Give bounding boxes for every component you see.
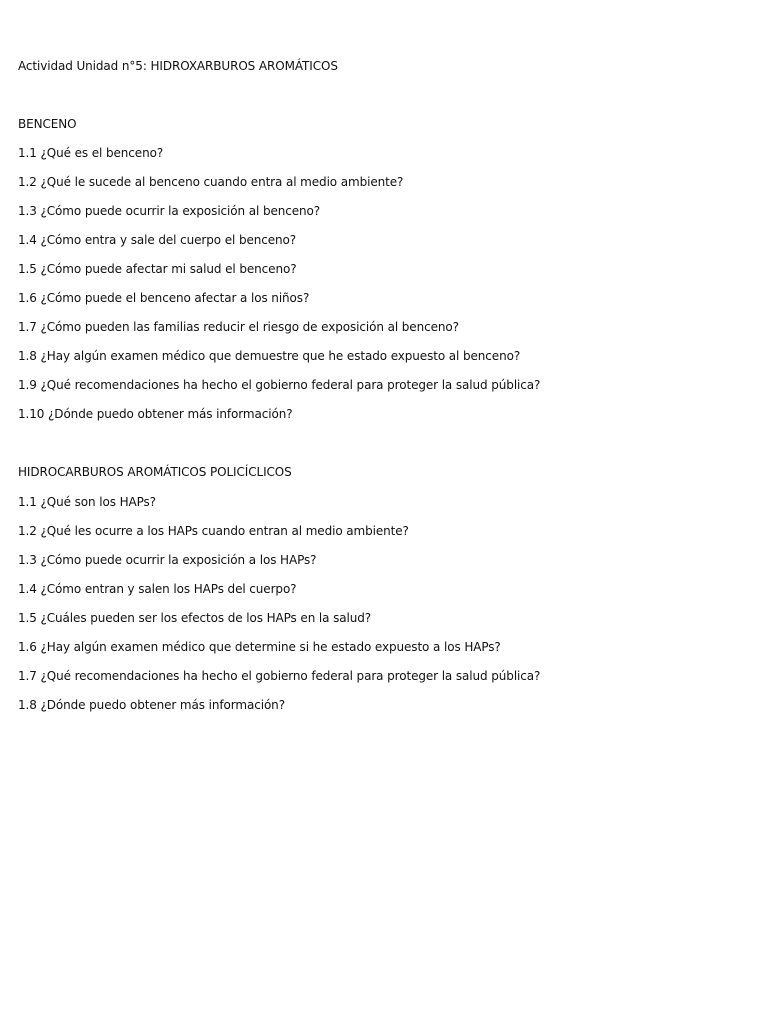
question-line: 1.7 ¿Qué recomendaciones ha hecho el gobierno federal para proteger la salud pública? xyxy=(18,669,541,683)
question-line: 1.6 ¿Hay algún examen médico que determine si he estado expuesto a los HAPs? xyxy=(18,640,501,654)
question-line: 1.5 ¿Cómo puede afectar mi salud el benceno? xyxy=(18,262,297,276)
document-title: Actividad Unidad n°5: HIDROXARBUROS AROMÁTICOS xyxy=(18,59,338,73)
section-heading-hap: HIDROCARBUROS AROMÁTICOS POLICÍCLICOS xyxy=(18,465,292,479)
question-line: 1.3 ¿Cómo puede ocurrir la exposición a los HAPs? xyxy=(18,553,317,567)
question-line: 1.4 ¿Cómo entra y sale del cuerpo el benceno? xyxy=(18,233,297,247)
question-line: 1.2 ¿Qué le sucede al benceno cuando entra al medio ambiente? xyxy=(18,175,404,189)
question-line: 1.2 ¿Qué les ocurre a los HAPs cuando entran al medio ambiente? xyxy=(18,524,409,538)
question-line: 1.6 ¿Cómo puede el benceno afectar a los niños? xyxy=(18,291,310,305)
question-line: 1.1 ¿Qué son los HAPs? xyxy=(18,495,156,509)
question-line: 1.1 ¿Qué es el benceno? xyxy=(18,146,164,160)
question-line: 1.10 ¿Dónde puedo obtener más información? xyxy=(18,407,293,421)
question-line: 1.4 ¿Cómo entran y salen los HAPs del cuerpo? xyxy=(18,582,297,596)
question-line: 1.7 ¿Cómo pueden las familias reducir el riesgo de exposición al benceno? xyxy=(18,320,459,334)
section-heading-benceno: BENCENO xyxy=(18,117,77,131)
question-line: 1.3 ¿Cómo puede ocurrir la exposición al benceno? xyxy=(18,204,321,218)
question-line: 1.8 ¿Hay algún examen médico que demuestre que he estado expuesto al benceno? xyxy=(18,349,521,363)
question-line: 1.8 ¿Dónde puedo obtener más información? xyxy=(18,698,285,712)
question-line: 1.9 ¿Qué recomendaciones ha hecho el gobierno federal para proteger la salud pública? xyxy=(18,378,541,392)
question-line: 1.5 ¿Cuáles pueden ser los efectos de los HAPs en la salud? xyxy=(18,611,372,625)
